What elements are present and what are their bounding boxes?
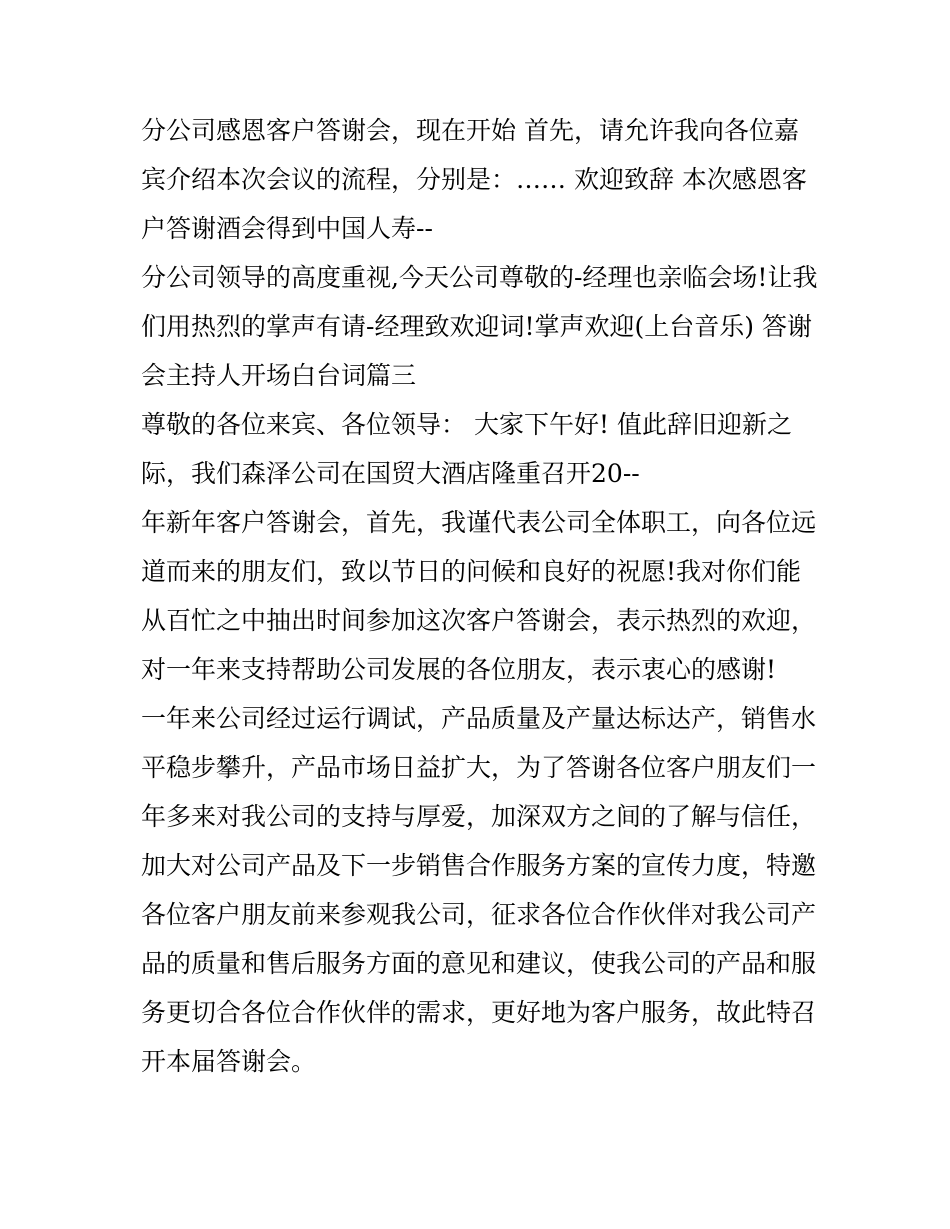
text-line: 年多来对我公司的支持与厚爱，加深双方之间的了解与信任，: [141, 802, 817, 831]
text-line: 对一年来支持帮助公司发展的各位朋友，表示衷心的感谢!: [141, 655, 777, 684]
text-line: 户答谢酒会得到中国人寿--: [141, 214, 433, 243]
text-line: 从百忙之中抽出时间参加这次客户答谢会，表示热烈的欢迎，: [141, 606, 817, 635]
text-line: 际，我们森泽公司在国贸大酒店隆重召开20--: [141, 459, 640, 488]
text-line: 一年来公司经过运行调试，产品质量及产量达标达产，销售水: [141, 704, 817, 733]
text-line: 分公司领导的高度重视,今天公司尊敬的-经理也亲临会场!让我: [141, 263, 818, 292]
text-line: 平稳步攀升，产品市场日益扩大，为了答谢各位客户朋友们一: [141, 753, 817, 782]
text-line: 宾介绍本次会议的流程，分别是：…… 欢迎致辞 本次感恩客: [141, 165, 807, 194]
text-line: 们用热烈的掌声有请-经理致欢迎词!掌声欢迎(上台音乐) 答谢: [141, 312, 812, 341]
text-line: 开本届答谢会。: [141, 1047, 317, 1076]
text-line: 尊敬的各位来宾、各位领导： 大家下午好! 值此辞旧迎新之: [141, 410, 792, 439]
text-line: 务更切合各位合作伙伴的需求，更好地为客户服务，故此特召: [141, 998, 817, 1027]
text-line: 会主持人开场白台词篇三: [141, 361, 417, 390]
text-line: 年新年客户答谢会，首先，我谨代表公司全体职工，向各位远: [141, 508, 817, 537]
text-line: 道而来的朋友们，致以节日的问候和良好的祝愿!我对你们能: [141, 557, 802, 586]
text-line: 各位客户朋友前来参观我公司，征求各位合作伙伴对我公司产: [141, 900, 817, 929]
text-line: 分公司感恩客户答谢会，现在开始 首先，请允许我向各位嘉: [141, 116, 799, 145]
text-line: 品的质量和售后服务方面的意见和建议，使我公司的产品和服: [141, 949, 817, 978]
text-line: 加大对公司产品及下一步销售合作服务方案的宣传力度，特邀: [141, 851, 817, 880]
body-text: [141, 110, 821, 1090]
